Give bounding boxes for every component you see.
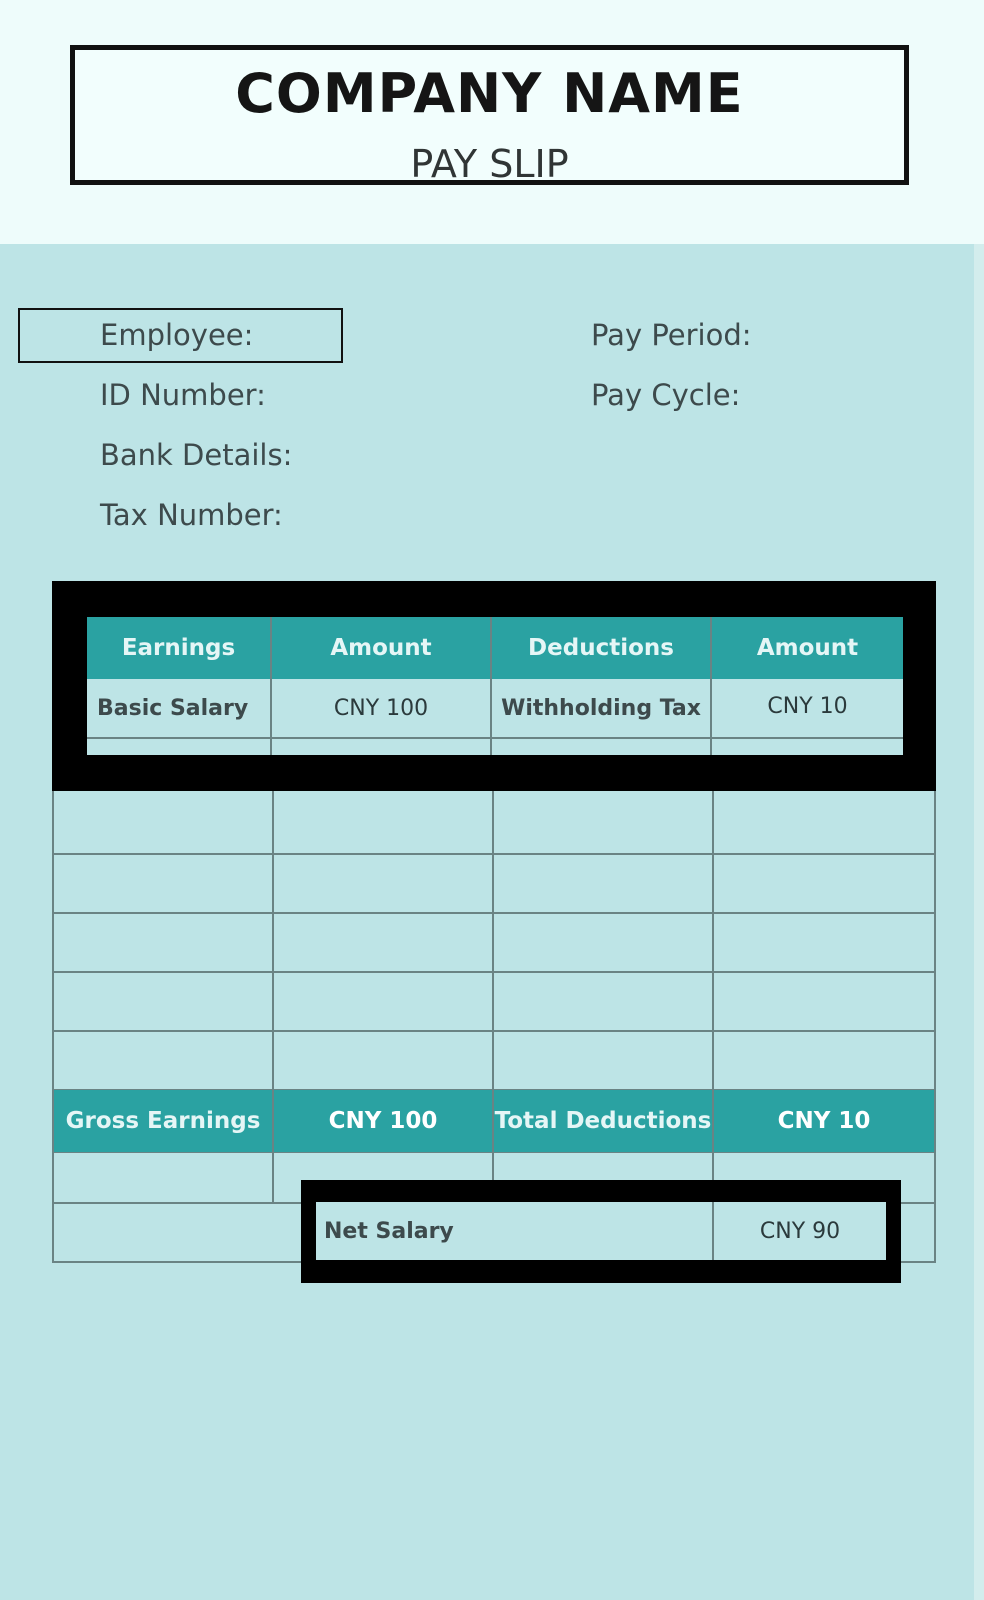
tax-number-label: Tax Number:: [100, 498, 283, 532]
total-deductions-value: CNY 10: [777, 1108, 871, 1134]
column-divider: [270, 617, 272, 755]
column-divider: [492, 1090, 494, 1152]
table-row-deduction-amount: CNY 10: [767, 693, 848, 719]
column-divider: [490, 617, 492, 755]
column-divider: [272, 1090, 274, 1152]
gross-earnings-label: Gross Earnings: [65, 1108, 261, 1134]
bank-details-label: Bank Details:: [100, 438, 293, 472]
earnings-table-head: [87, 617, 903, 755]
deductions-amount-header: Amount: [712, 617, 903, 679]
table-row-earning-name: Basic Salary: [97, 695, 249, 721]
totals-row: [54, 1090, 934, 1152]
earnings-highlight-frame: [52, 581, 936, 791]
row-divider: [52, 912, 936, 914]
gross-earnings-value: CNY 100: [328, 1108, 438, 1134]
id-number-label: ID Number:: [100, 378, 266, 412]
table-row-deduction-name: Withholding Tax: [501, 695, 701, 721]
company-name: COMPANY NAME: [235, 62, 744, 125]
document-title: PAY SLIP: [410, 142, 569, 186]
pay-cycle-label: Pay Cycle:: [591, 378, 741, 412]
row-divider: [52, 971, 936, 973]
table-row-earning-amount: CNY 100: [333, 695, 429, 721]
net-salary-label: Net Salary: [324, 1218, 454, 1244]
column-divider: [710, 617, 712, 755]
net-salary-value: CNY 90: [759, 1218, 841, 1244]
earnings-header: Earnings: [87, 617, 270, 679]
earnings-amount-header: Amount: [272, 617, 490, 679]
employee-label: Employee:: [100, 318, 254, 352]
total-deductions-label: Total Deductions: [494, 1108, 712, 1134]
row-divider: [52, 853, 936, 855]
pay-period-label: Pay Period:: [591, 318, 752, 352]
row-divider: [87, 737, 903, 739]
page-edge-strip: [974, 244, 984, 1600]
company-header-box: [70, 45, 909, 185]
net-salary-highlight-frame: [301, 1180, 901, 1283]
deductions-header: Deductions: [492, 617, 710, 679]
column-divider: [712, 1090, 714, 1152]
net-salary-row: [316, 1202, 886, 1260]
row-divider: [52, 1030, 936, 1032]
